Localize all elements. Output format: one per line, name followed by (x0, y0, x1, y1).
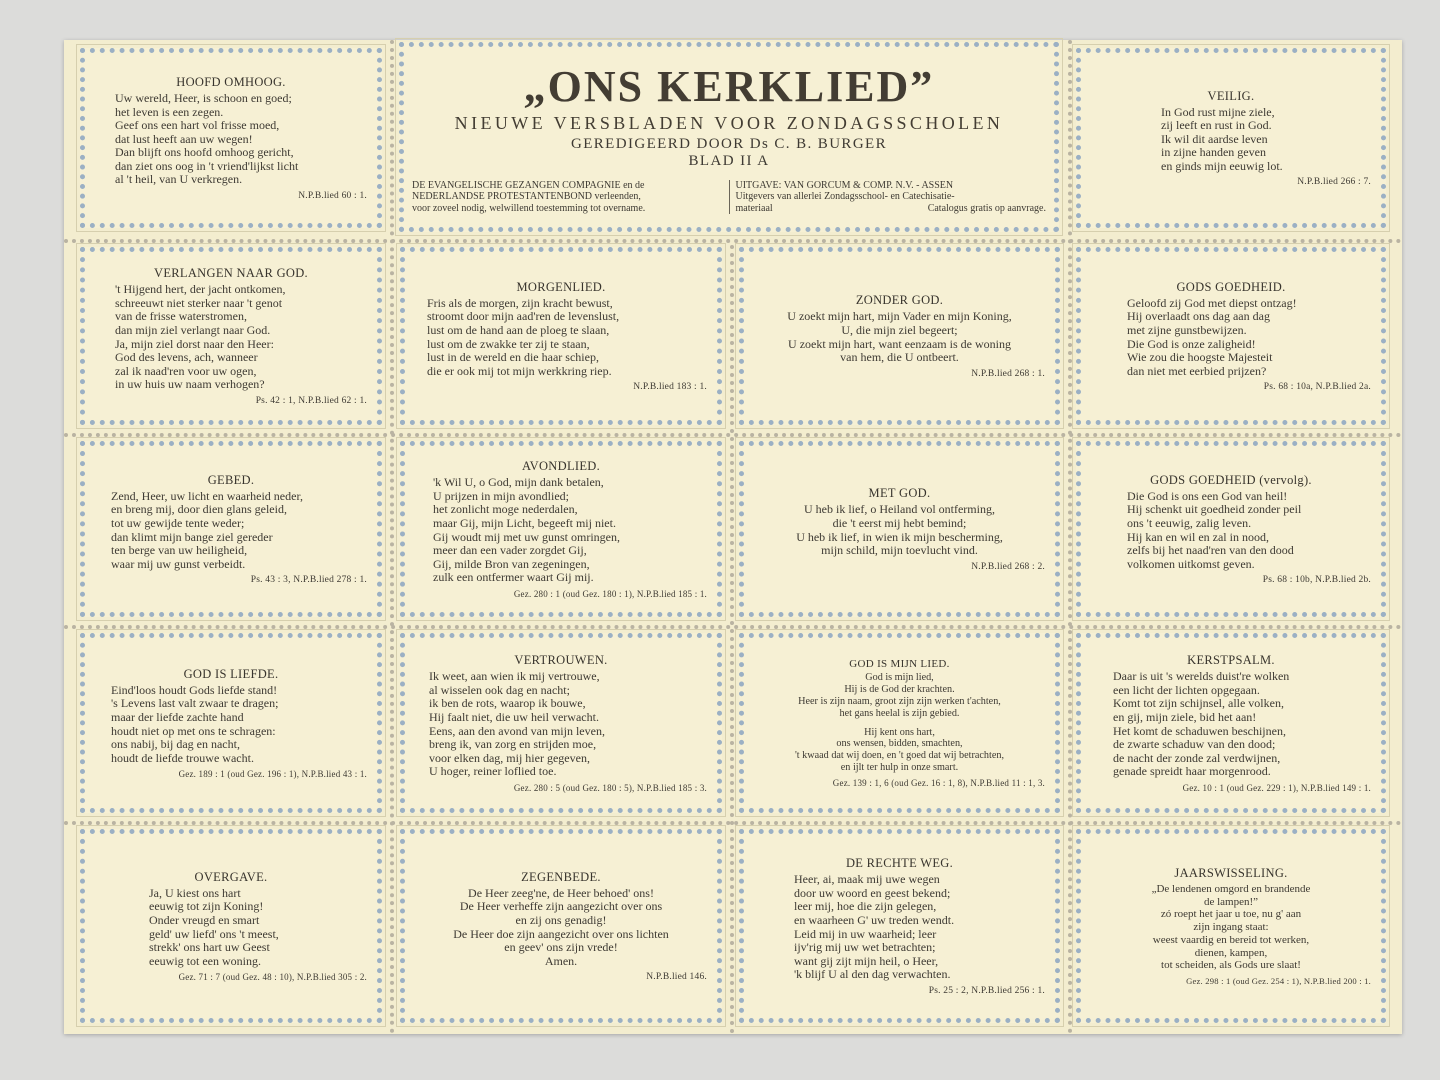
card-title: MET GOD. (868, 486, 931, 501)
verse-line: de nacht der zonde zal verdwijnen, (1113, 750, 1281, 765)
card-met-god (739, 441, 1060, 617)
verse-line: dan klimt mijn bange ziel gereder (111, 529, 273, 544)
card-verse (95, 92, 367, 187)
card-title: KERSTPSALM. (1187, 653, 1275, 668)
verse-line: Heer, ai, maak mij uwe wegen (794, 872, 940, 887)
permission-line: voor zoveel nodig, welwillend toestemming tot overname. (412, 202, 646, 214)
verse-line: volkomen uitkomst geven. (1127, 556, 1255, 571)
verse-line: houdt de liefde trouwe wacht. (111, 750, 254, 765)
permission-line: NEDERLANDSE PROTESTANTENBOND verleenden, (412, 191, 641, 203)
verse-line: Die God is ons een God van heil! (1127, 488, 1288, 503)
verse-line: Gij woudt mij met uw gunst omringen, (433, 529, 620, 544)
verse-line: dan mijn ziel verlangt naar God. (115, 322, 271, 337)
perforation-col-3 (1068, 40, 1072, 1034)
card-title: VERTROUWEN. (514, 653, 608, 668)
verse-line: en ginds mijn eeuwig lot. (1161, 158, 1283, 173)
card-verse (1091, 883, 1371, 973)
verse-line: in zijne handen geven (1161, 145, 1266, 160)
verse-line: die er ook mij tot mijn werkkring riep. (427, 363, 612, 378)
card-title: GOD IS MIJN LIED. (849, 658, 950, 671)
verse-line: zij leeft en rust in God. (1161, 118, 1272, 133)
card-verse (95, 283, 367, 392)
card-verse (1091, 670, 1371, 779)
verse-line: al 't heil, van U verkregen. (115, 172, 243, 187)
publisher-line: Uitgevers van allerlei Zondagsschool- en Catechisatie- (735, 191, 955, 203)
card-gods-goedheid-vervolg (1076, 441, 1386, 617)
card-reference: N.P.B.lied 60 : 1. (298, 191, 367, 202)
verse-line: dan niet met eerbied prijzen? (1127, 363, 1267, 378)
card-title: HOOFD OMHOOG. (176, 74, 286, 89)
verse-line: Leid mij in uw waarheid; leer (794, 926, 937, 941)
verse-line: Gij, milde Bron van zegeningen, (433, 556, 590, 571)
verse-line: ijv'rig mij uw wet betrachten; (794, 940, 936, 955)
verse-line: het gans heelal is zijn gebied. (839, 707, 960, 719)
perforation-col-1 (390, 40, 394, 1034)
verse-line: en waarheen G' uw treden wendt. (794, 912, 955, 927)
header-title: „ONS KERKLIED” (523, 62, 935, 111)
verse-line: en breng mij, door dien glans geleid, (111, 502, 287, 517)
card-title: ZONDER GOD. (855, 293, 944, 308)
verse-line: houdt niet op met ons te schragen: (111, 723, 276, 738)
card-reference: Gez. 189 : 1 (oud Gez. 196 : 1), N.P.B.lied 43 : 1. (178, 769, 367, 780)
verse-line: Hij kan en wil en zal in nood, (1127, 529, 1269, 544)
verse-line: 's Levens last valt zwaar te dragen; (111, 696, 279, 711)
card-verlangen-naar-god (80, 247, 382, 425)
verse-line: U prijzen in mijn avondlied; (433, 488, 569, 503)
verse-line: lust in de wereld en die haar schiep, (427, 350, 599, 365)
verse-line: Heer is zijn naam, groot zijn zijn werken t'achten, (798, 695, 1001, 707)
verse-line: lust om de hand aan de ploeg te slaan, (427, 322, 610, 337)
card-reference: Ps. 43 : 3, N.P.B.lied 278 : 1. (250, 575, 367, 586)
card-gebed (80, 441, 382, 617)
card-reference: Gez. 10 : 1 (oud Gez. 229 : 1), N.P.B.lied 149 : 1. (1182, 782, 1371, 793)
verse-line: een licht der lichten opgegaan. (1113, 682, 1260, 697)
verse-line: strekk' ons hart uw Geest (149, 940, 270, 955)
verse-line: „De lendenen omgord en brandende (1151, 882, 1311, 895)
verse-line: Eens, aan den avond van mijn leven, (429, 723, 605, 738)
verse-line: door uw woord en geest bekend; (794, 885, 951, 900)
card-vertrouwen (400, 633, 722, 813)
card-verse-part-2 (754, 727, 1045, 774)
verse-line: zó roept het jaar u toe, nu g' aan (1160, 908, 1302, 921)
verse-line: geld' uw liefd' ons 't meest, (149, 926, 279, 941)
verse-line: U heb ik lief, o Heiland vol ontferming, (804, 502, 995, 517)
card-title: VEILIG. (1207, 88, 1255, 103)
verse-line: Onder vreugd en smart (149, 912, 260, 927)
verse-line: Fris als de morgen, zijn kracht bewust, (427, 295, 613, 310)
card-verse (415, 887, 707, 969)
verse-line: eeuwig tot zijn Koning! (149, 899, 264, 914)
card-title: OVERGAVE. (194, 869, 268, 884)
verse-line: tot scheiden, als Gods ure slaat! (1161, 959, 1301, 972)
verse-line: 't Hijgend hert, der jacht ontkomen, (115, 282, 286, 297)
verse-line: Hij is de God der krachten. (844, 684, 955, 696)
header-credits (412, 180, 1046, 214)
verse-line: voor elken dag, mij hier gegeven, (429, 750, 590, 765)
card-hoofd-omhoog (80, 48, 382, 228)
card-god-is-liefde (80, 633, 382, 813)
publisher-catalog: Catalogus gratis op aanvrage. (927, 202, 1046, 214)
card-verse (754, 873, 1045, 982)
verse-line: Ja, mijn ziel dorst naar den Heer: (115, 336, 274, 351)
verse-line: zulk een ontfermer waart Gij mij. (433, 570, 594, 585)
verse-line: meer dan een vader zorgdet Gij, (433, 543, 587, 558)
card-title: JAARSWISSELING. (1174, 865, 1288, 880)
verse-line: en ijlt ter hulp in onze smart. (840, 761, 959, 773)
verse-line: Uw wereld, Heer, is schoon en goed; (115, 90, 292, 105)
song-sheet (64, 40, 1402, 1034)
verse-line: 'k Wil U, o God, mijn dank betalen, (433, 475, 604, 490)
verse-line: leer mij, hoe die zijn gelegen, (794, 899, 937, 914)
verse-line: ons nabij, bij dag en nacht, (111, 737, 240, 752)
card-god-is-mijn-lied (739, 633, 1060, 813)
verse-line: al wisselen ook dag en nacht; (429, 682, 570, 697)
verse-line: ten berge van uw heiligheid, (111, 543, 248, 558)
card-reference: N.P.B.lied 266 : 7. (1297, 177, 1371, 188)
verse-line: Die God is onze zaligheid! (1127, 336, 1256, 351)
verse-line: Hij kent ons hart, (864, 726, 935, 738)
card-reference: N.P.B.lied 268 : 1. (971, 368, 1045, 379)
card-reference: Gez. 71 : 7 (oud Gez. 48 : 10), N.P.B.lied 305 : 2. (178, 972, 367, 983)
card-title: GODS GOEDHEID. (1176, 279, 1286, 294)
card-reference: Gez. 280 : 1 (oud Gez. 180 : 1), N.P.B.lied 185 : 1. (513, 588, 707, 599)
verse-line: Hij schenkt uit goedheid zonder peil (1127, 502, 1302, 517)
verse-line: U, die mijn ziel begeert; (841, 322, 958, 337)
card-morgenlied (400, 247, 722, 425)
verse-line: dienen, kampen, (1194, 946, 1268, 959)
verse-line: Geef ons een hart vol frisse moed, (115, 118, 280, 133)
verse-line: dan ziet ons oog in 't vriend'lijkst licht (115, 158, 299, 173)
card-title: AVONDLIED. (521, 459, 601, 474)
verse-line: zijn ingang staat: (1193, 921, 1269, 934)
verse-line: waar mij uw gunst verbeidt. (111, 556, 246, 571)
perforation-col-2 (730, 245, 734, 1034)
verse-line: Ja, U kiest ons hart (149, 885, 241, 900)
verse-line: Hij overlaadt ons dag aan dag (1127, 309, 1270, 324)
card-verse-part-1 (754, 672, 1045, 719)
card-verse (1091, 297, 1371, 379)
card-verse (415, 297, 707, 379)
verse-line: breng ik, van zorg en strijden moe, (429, 737, 597, 752)
card-verse (415, 670, 707, 779)
verse-line: dat lust heeft aan uw wegen! (115, 131, 253, 146)
card-zonder-god (739, 247, 1060, 425)
verse-line: lust om de zwakke ter zij te staan, (427, 336, 590, 351)
verse-line: 'k blijf U al den dag verwachten. (794, 967, 951, 982)
verse-line: Amen. (544, 953, 578, 968)
verse-line: U heb ik lief, in wien ik mijn bescherming, (796, 529, 1003, 544)
card-title: DE RECHTE WEG. (845, 856, 954, 871)
verse-line: De Heer verheffe zijn aangezicht over ons (459, 899, 663, 914)
card-de-rechte-weg (739, 829, 1060, 1023)
verse-line: U zoekt mijn hart, mijn Vader en mijn Koning, (787, 309, 1012, 324)
verse-line: maar der liefde zachte hand (111, 709, 244, 724)
card-reference: N.P.B.lied 183 : 1. (633, 382, 707, 393)
card-verse (1091, 490, 1371, 572)
card-avondlied (400, 441, 722, 617)
card-title: GEBED. (207, 472, 255, 487)
card-overgave (80, 829, 382, 1023)
verse-line: en gij, mijn ziele, bid het aan! (1113, 709, 1257, 724)
permission-line: DE EVANGELISCHE GEZANGEN COMPAGNIE en de (412, 180, 645, 191)
card-title: VERLANGEN NAAR GOD. (154, 266, 308, 281)
verse-line: met zijne gunstbewijzen. (1127, 322, 1247, 337)
verse-line: maar Gij, mijn Licht, begeeft mij niet. (433, 515, 616, 530)
header-subtitle: NIEUWE VERSBLADEN VOOR ZONDAGSSCHOLEN (454, 113, 1004, 133)
card-reference: Ps. 68 : 10a, N.P.B.lied 2a. (1263, 382, 1371, 393)
card-title: MORGENLIED. (516, 279, 606, 294)
card-title: ZEGENBEDE. (521, 869, 601, 884)
verse-line: het zonlicht moge nederdalen, (433, 502, 578, 517)
verse-line: de zwarte schaduw van den dood; (1113, 737, 1276, 752)
card-reference: Ps. 68 : 10b, N.P.B.lied 2b. (1262, 575, 1371, 586)
verse-line: van hem, die U ontbeert. (840, 350, 959, 365)
card-verse (95, 684, 367, 766)
card-kerstpsalm (1076, 633, 1386, 813)
card-reference: N.P.B.lied 268 : 2. (971, 561, 1045, 572)
card-zegenbede (400, 829, 722, 1023)
verse-line: en zij ons genadig! (515, 912, 607, 927)
verse-line: genade spreidt haar morgenrood. (1113, 764, 1271, 779)
verse-line: zelfs bij het naad'ren van den dood (1127, 543, 1294, 558)
verse-line: want gij zijt mijn heil, o Heer, (794, 953, 939, 968)
card-reference: Gez. 280 : 5 (oud Gez. 180 : 5), N.P.B.lied 185 : 3. (513, 782, 707, 793)
verse-line: De Heer doe zijn aangezicht over ons lichten (453, 926, 669, 941)
perforation-row-1 (64, 239, 1402, 243)
card-veilig (1076, 48, 1386, 228)
verse-line: Ik wil dit aardse leven (1161, 131, 1268, 146)
card-jaarswisseling (1076, 829, 1386, 1023)
card-reference: Gez. 139 : 1, 6 (oud Gez. 16 : 1, 8), N.P.B.lied 11 : 1, 3. (832, 777, 1045, 788)
verse-line: en geev' ons zijn vrede! (504, 940, 618, 955)
verse-line: van de frisse waterstromen, (115, 309, 247, 324)
verse-line: ons 't eeuwig, zalig leven. (1127, 515, 1252, 530)
verse-line: ons wensen, bidden, smachten, (836, 738, 963, 750)
verse-line: tot uw gewijde tente weder; (111, 515, 245, 530)
verse-line: Komt tot zijn schijnsel, alle volken, (1113, 696, 1284, 711)
verse-line: de lampen!” (1203, 895, 1259, 908)
card-verse (415, 476, 707, 585)
verse-line: eeuwig tot een woning. (149, 953, 261, 968)
verse-line: weest vaardig en bereid tot werken, (1152, 933, 1310, 946)
verse-line: Ik weet, aan wien ik mij vertrouwe, (429, 669, 600, 684)
stanza-gap (754, 720, 1045, 727)
card-reference: Gez. 298 : 1 (oud Gez. 254 : 1), N.P.B.lied 200 : 1. (1186, 976, 1371, 987)
verse-line: het leven is een zegen. (115, 104, 224, 119)
card-title: GODS GOEDHEID (vervolg). (1150, 472, 1312, 487)
verse-line: God des levens, ach, wanneer (115, 350, 258, 365)
card-reference: Ps. 25 : 2, N.P.B.lied 256 : 1. (928, 985, 1045, 996)
header-sheet-number: BLAD II A (688, 153, 770, 169)
verse-line: Geloofd zij God met diepst ontzag! (1127, 295, 1297, 310)
verse-line: mijn schild, mijn toevlucht vind. (821, 543, 978, 558)
verse-line: stroomt door mijn aad'ren de levenslust, (427, 309, 620, 324)
verse-line: Hij faalt niet, die uw heil verwacht. (429, 709, 599, 724)
verse-line: In God rust mijne ziele, (1161, 104, 1275, 119)
verse-line: Dan blijft ons hoofd omhoog gericht, (115, 145, 294, 160)
card-gods-goedheid (1076, 247, 1386, 425)
verse-line: in uw huis uw naam verhogen? (115, 377, 265, 392)
verse-line: ik ben de rots, waarop ik bouwe, (429, 696, 586, 711)
verse-line: U hoger, reiner loflied toe. (429, 764, 557, 779)
card-verse (754, 310, 1045, 364)
verse-line: De Heer zeeg'ne, de Heer behoed' ons! (468, 885, 654, 900)
header-permission-notice (412, 180, 730, 214)
card-verse (1091, 106, 1371, 174)
card-verse (95, 490, 367, 572)
card-verse (95, 887, 367, 969)
verse-line: U zoekt mijn hart, want eenzaam is de woning (788, 336, 1011, 351)
verse-line: 't kwaad dat wij doen, en 't goed dat wij betrachten, (794, 750, 1005, 762)
card-reference: N.P.B.lied 146. (646, 972, 707, 983)
publisher-line (736, 203, 1047, 214)
verse-line: Zend, Heer, uw licht en waarheid neder, (111, 488, 303, 503)
verse-line: Het komt de schaduwen beschijnen, (1113, 723, 1286, 738)
sheet-header (399, 42, 1059, 232)
header-publisher (730, 180, 1047, 214)
verse-line: Daar is uit 's werelds duist're wolken (1113, 669, 1290, 684)
verse-line: Wie zou die hoogste Majesteit (1127, 350, 1273, 365)
card-title: GOD IS LIEFDE. (183, 666, 279, 681)
header-editor: GEREDIGEERD DOOR Ds C. B. BURGER (570, 136, 888, 152)
verse-line: Eind'loos houdt Gods liefde stand! (111, 682, 278, 697)
verse-line: God is mijn lied, (865, 672, 934, 684)
card-verse (754, 503, 1045, 557)
card-reference: Ps. 42 : 1, N.P.B.lied 62 : 1. (255, 395, 367, 406)
verse-line: die 't eerst mij hebt bemind; (832, 515, 967, 530)
publisher-line: UITGAVE: VAN GORCUM & COMP. N.V. - ASSEN (735, 180, 954, 191)
verse-line: zal ik naad'ren voor uw ogen, (115, 363, 257, 378)
publisher-material: materiaal (735, 202, 773, 214)
verse-line: schreeuwt niet sterker naar 't genot (115, 295, 283, 310)
